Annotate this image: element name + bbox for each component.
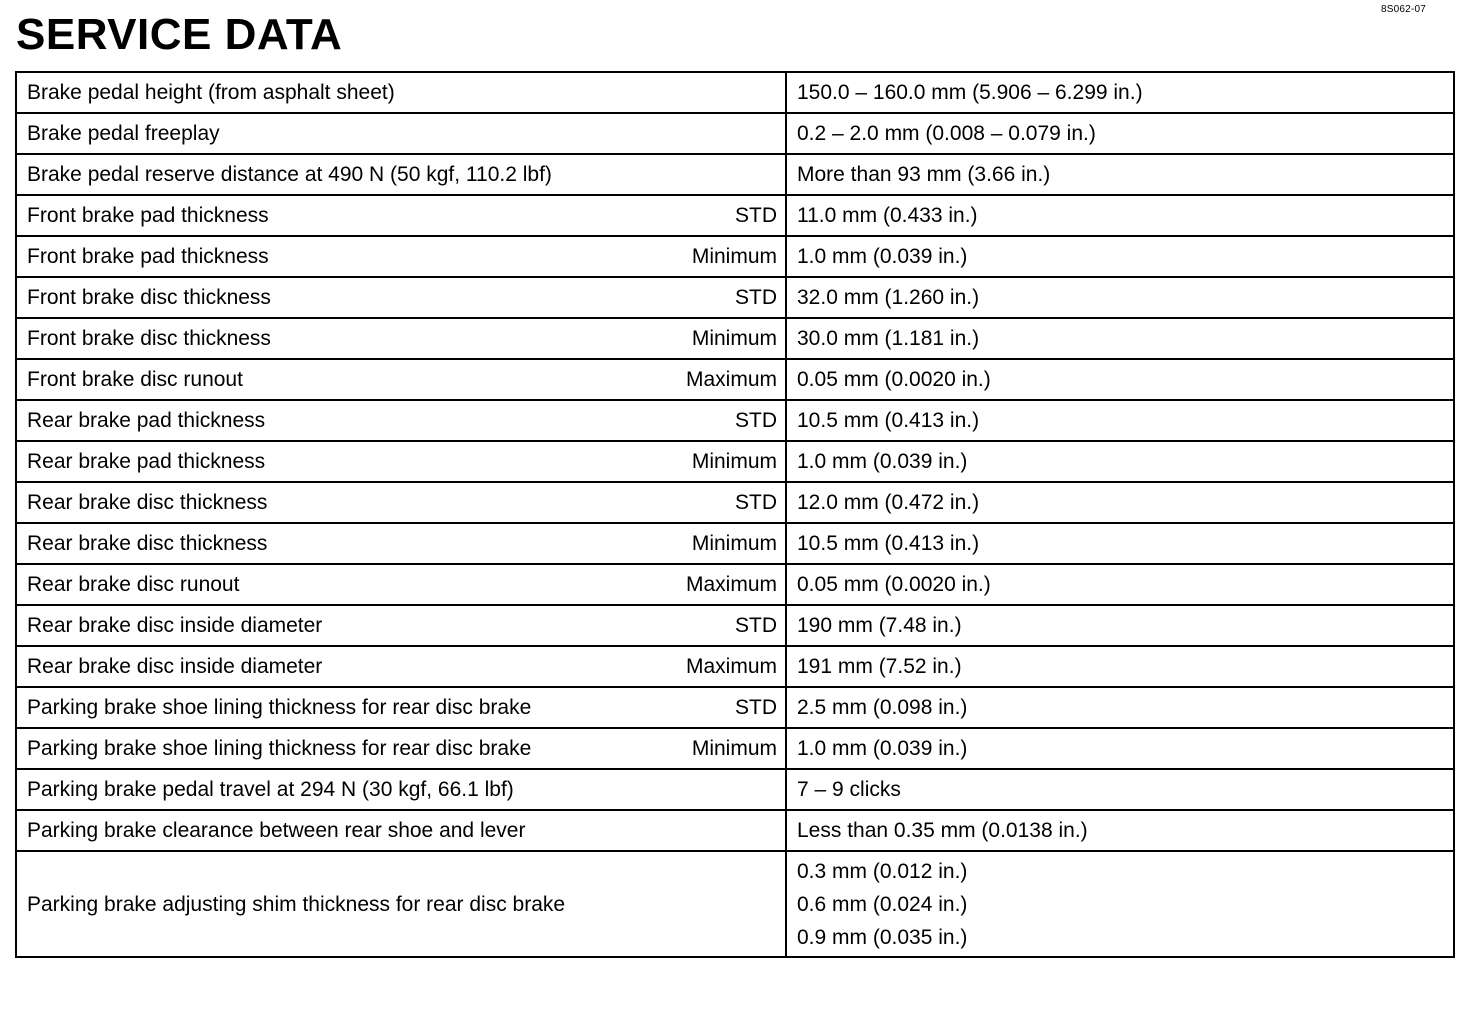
value-cell <box>786 318 1454 359</box>
table-row <box>16 359 1454 400</box>
item-label-wrap <box>27 568 777 601</box>
item-label: Front brake pad thickness <box>27 245 269 268</box>
item-label: Rear brake disc inside diameter <box>27 655 323 678</box>
table-row <box>16 113 1454 154</box>
item-label-wrap <box>27 773 777 806</box>
item-label: Front brake disc thickness <box>27 286 271 309</box>
item-cell <box>16 482 786 523</box>
value-text: More than 93 mm (3.66 in.) <box>797 163 1051 186</box>
value-text: 11.0 mm (0.433 in.) <box>797 204 978 227</box>
value-cell <box>786 113 1454 154</box>
item-cell <box>16 359 786 400</box>
item-cell <box>16 441 786 482</box>
item-label: Rear brake disc runout <box>27 573 240 596</box>
item-label-wrap <box>27 363 777 396</box>
value-cell <box>786 441 1454 482</box>
item-label: Rear brake pad thickness <box>27 409 266 432</box>
item-label: Parking brake shoe lining thickness for rear disc brake <box>27 737 532 760</box>
item-label-wrap <box>27 650 777 683</box>
item-cell <box>16 277 786 318</box>
item-cell <box>16 728 786 769</box>
qualifier-label: STD <box>735 409 777 432</box>
qualifier-label: STD <box>735 204 777 227</box>
value-cell <box>786 400 1454 441</box>
item-label: Rear brake disc inside diameter <box>27 614 323 637</box>
item-label: Front brake disc thickness <box>27 327 271 350</box>
qualifier-label: Maximum <box>685 573 777 596</box>
value-line: 0.3 mm (0.012 in.) <box>797 859 968 883</box>
item-label: Parking brake adjusting shim thickness for rear disc brake <box>27 892 566 916</box>
table-row <box>16 728 1454 769</box>
table-row <box>16 523 1454 564</box>
table-row <box>16 605 1454 646</box>
value-cell <box>786 195 1454 236</box>
value-cell <box>786 277 1454 318</box>
table-row <box>16 72 1454 113</box>
value-text: 191 mm (7.52 in.) <box>797 655 962 678</box>
table-row <box>16 810 1454 851</box>
item-label-wrap <box>27 404 777 437</box>
table-row <box>16 277 1454 318</box>
item-label-wrap <box>27 732 777 765</box>
value-text: 32.0 mm (1.260 in.) <box>797 286 980 309</box>
value-text: 12.0 mm (0.472 in.) <box>797 491 980 514</box>
value-cell <box>786 72 1454 113</box>
table-row <box>16 441 1454 482</box>
item-label: Rear brake disc thickness <box>27 532 268 555</box>
qualifier-label: Minimum <box>691 245 777 268</box>
item-cell <box>16 318 786 359</box>
item-label-wrap <box>27 76 777 109</box>
item-label-wrap <box>27 527 777 560</box>
qualifier-label: STD <box>735 491 777 514</box>
value-text: 2.5 mm (0.098 in.) <box>797 696 968 719</box>
value-cell <box>786 523 1454 564</box>
value-cell <box>786 810 1454 851</box>
item-cell <box>16 400 786 441</box>
item-label: Brake pedal freeplay <box>27 122 220 145</box>
item-label: Front brake disc runout <box>27 368 243 391</box>
qualifier-label: Minimum <box>691 532 777 555</box>
table-row <box>16 564 1454 605</box>
item-cell <box>16 195 786 236</box>
value-cell <box>786 482 1454 523</box>
item-label-wrap <box>27 445 777 478</box>
item-label-wrap <box>27 117 777 150</box>
item-label-wrap <box>27 240 777 273</box>
value-cell <box>786 769 1454 810</box>
table-row <box>16 646 1454 687</box>
item-label: Parking brake shoe lining thickness for rear disc brake <box>27 696 532 719</box>
value-cell <box>786 646 1454 687</box>
item-label: Rear brake pad thickness <box>27 450 266 473</box>
item-label: Front brake pad thickness <box>27 204 269 227</box>
item-label-wrap <box>27 199 777 232</box>
service-data-table <box>15 71 1455 958</box>
qualifier-label: Minimum <box>691 327 777 350</box>
value-cell <box>786 851 1454 957</box>
value-cell <box>786 687 1454 728</box>
table-row <box>16 687 1454 728</box>
item-cell <box>16 564 786 605</box>
table-row <box>16 482 1454 523</box>
value-text: 1.0 mm (0.039 in.) <box>797 245 968 268</box>
item-cell <box>16 154 786 195</box>
value-line: 0.6 mm (0.024 in.) <box>797 892 968 916</box>
value-cell <box>786 605 1454 646</box>
table-row <box>16 154 1454 195</box>
table-row <box>16 236 1454 277</box>
item-label-wrap <box>27 691 777 724</box>
page-title: SERVICE DATA <box>16 10 343 59</box>
qualifier-label: Minimum <box>691 450 777 473</box>
item-cell <box>16 810 786 851</box>
value-text: 1.0 mm (0.039 in.) <box>797 450 968 473</box>
value-cell <box>786 564 1454 605</box>
value-line: 0.9 mm (0.035 in.) <box>797 925 968 949</box>
qualifier-label: STD <box>735 614 777 637</box>
value-text: 0.05 mm (0.0020 in.) <box>797 368 991 391</box>
table-row <box>16 195 1454 236</box>
value-cell <box>786 728 1454 769</box>
table-row <box>16 318 1454 359</box>
qualifier-label: Minimum <box>691 737 777 760</box>
item-cell <box>16 605 786 646</box>
item-label-wrap <box>27 281 777 314</box>
item-cell <box>16 523 786 564</box>
item-label: Brake pedal reserve distance at 490 N (50 kgf, 110.2 lbf) <box>27 163 552 186</box>
value-text: 30.0 mm (1.181 in.) <box>797 327 980 350</box>
table-row <box>16 769 1454 810</box>
item-cell <box>16 687 786 728</box>
table-body <box>16 72 1454 957</box>
item-label-wrap <box>27 486 777 519</box>
item-label-wrap <box>27 322 777 355</box>
value-text: 7 – 9 clicks <box>797 778 901 801</box>
value-text: Less than 0.35 mm (0.0138 in.) <box>797 819 1088 842</box>
document-code: 8S062-07 <box>1381 4 1426 15</box>
item-cell <box>16 646 786 687</box>
value-cell <box>786 359 1454 400</box>
item-cell <box>16 851 786 957</box>
table-row <box>16 400 1454 441</box>
item-cell <box>16 113 786 154</box>
item-label-wrap <box>27 609 777 642</box>
value-cell <box>786 236 1454 277</box>
item-label: Brake pedal height (from asphalt sheet) <box>27 81 395 104</box>
value-text: 10.5 mm (0.413 in.) <box>797 409 980 432</box>
item-label-wrap <box>27 814 777 847</box>
item-cell <box>16 72 786 113</box>
item-cell <box>16 236 786 277</box>
value-text: 150.0 – 160.0 mm (5.906 – 6.299 in.) <box>797 81 1143 104</box>
value-cell <box>786 154 1454 195</box>
item-label: Parking brake pedal travel at 294 N (30 kgf, 66.1 lbf) <box>27 778 514 801</box>
item-label: Parking brake clearance between rear shoe and lever <box>27 819 526 842</box>
value-text: 0.05 mm (0.0020 in.) <box>797 573 991 596</box>
value-text: 190 mm (7.48 in.) <box>797 614 962 637</box>
value-text: 1.0 mm (0.039 in.) <box>797 737 968 760</box>
qualifier-label: STD <box>735 286 777 309</box>
item-label-wrap <box>27 158 777 191</box>
qualifier-label: Maximum <box>685 368 777 391</box>
value-text: 10.5 mm (0.413 in.) <box>797 532 980 555</box>
item-cell <box>16 769 786 810</box>
qualifier-label: STD <box>735 696 777 719</box>
qualifier-label: Maximum <box>685 655 777 678</box>
table-row <box>16 851 1454 957</box>
item-label: Rear brake disc thickness <box>27 491 268 514</box>
value-text: 0.2 – 2.0 mm (0.008 – 0.079 in.) <box>797 122 1096 145</box>
